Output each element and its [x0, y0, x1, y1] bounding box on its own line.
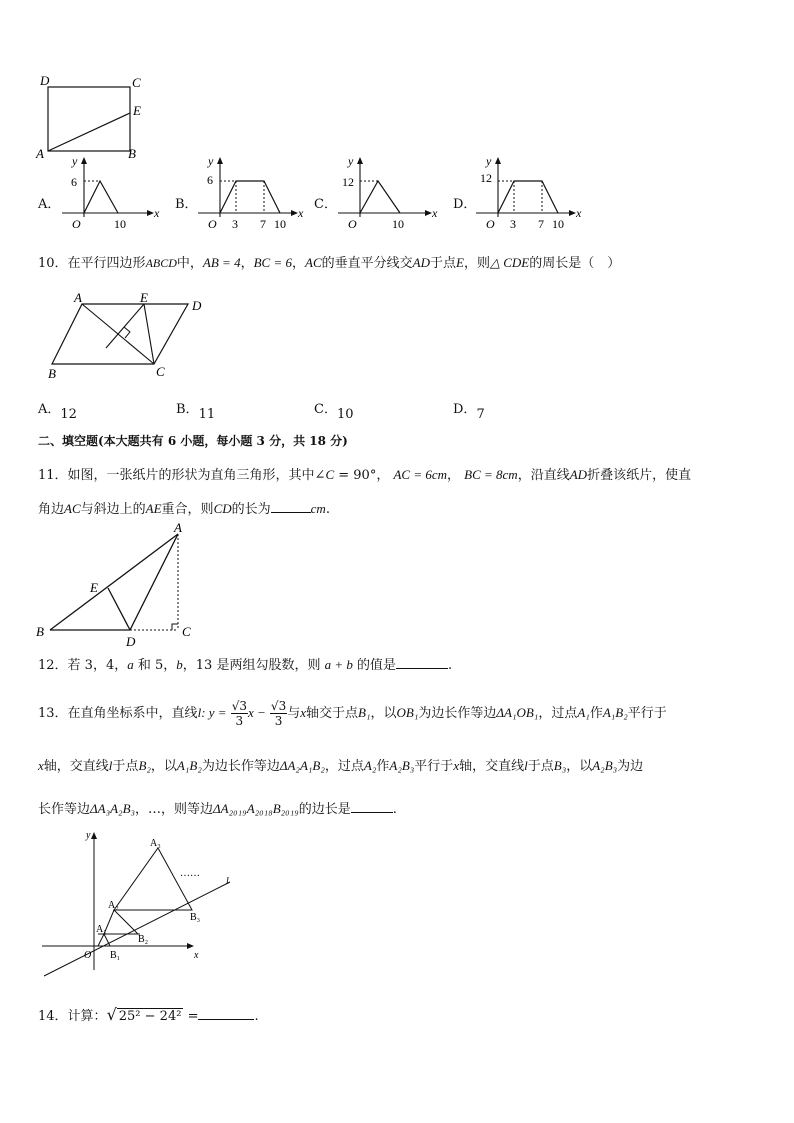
q10-parallelogram-figure — [46, 290, 216, 380]
q13-a2: A₂ — [363, 758, 377, 773]
q10-option-d[interactable] — [453, 398, 485, 422]
q11-ae: AE — [145, 501, 162, 516]
origin-label: O — [486, 217, 495, 231]
q13-line-3 — [38, 798, 397, 817]
q13-frac-1-num: √3 — [231, 699, 247, 713]
q13-line-2 — [38, 755, 643, 774]
q11-text-1a: 如图，一张纸片的形状为直角三角形，其中∠ — [67, 468, 326, 483]
q13-text-2i: 于点 — [527, 759, 554, 774]
q10-option-c-value: 10 — [336, 407, 354, 422]
q10-text-8: 的周长是（ ） — [529, 256, 621, 271]
q10-abcd: ABCD — [145, 256, 177, 270]
q10-text-2: 中， — [176, 256, 203, 271]
q13-b1: B₁ — [358, 705, 371, 720]
x-label: x — [154, 206, 160, 220]
q13-frac-2-den: 3 — [274, 714, 283, 728]
x-label: x — [576, 206, 582, 220]
q12-answer-blank[interactable] — [396, 656, 448, 669]
q13-text-1d: ，以 — [370, 706, 397, 721]
q9-option-c-label[interactable]: C． — [314, 197, 337, 212]
q13-a1b2: A₁B₂ — [602, 705, 628, 720]
q12-text-1: 若 3，4， — [67, 658, 128, 673]
x-tick-end: 10 — [552, 217, 564, 231]
q10-option-d-value: 7 — [476, 407, 485, 422]
q13-text-1a: 在直角坐标系中，直线 — [67, 706, 198, 721]
x-arrow-icon — [569, 210, 576, 216]
label-e: E — [90, 580, 98, 595]
q13-text-1c: 轴交于点 — [306, 706, 359, 721]
q13-text-3a: 长作等边 — [38, 802, 91, 817]
q10-question — [38, 252, 620, 271]
graph-line — [498, 181, 558, 213]
line-l — [44, 882, 230, 976]
q14-end: . — [254, 1009, 259, 1024]
q10-text-7: ，则 — [463, 256, 490, 271]
q13-equilateral-figure — [40, 830, 240, 980]
q10-option-c[interactable] — [314, 398, 354, 422]
q11-answer-blank[interactable] — [271, 500, 311, 513]
y-arrow-icon — [91, 832, 97, 839]
q10-text-1: 在平行四边形 — [67, 256, 146, 271]
side-ab — [50, 534, 178, 630]
x-label: x — [298, 206, 304, 220]
q14-question — [38, 1005, 259, 1024]
y-tick: 12 — [480, 171, 492, 185]
q13-frac-2 — [270, 699, 287, 728]
y-arrow-icon — [81, 157, 87, 164]
q13-text-2j: ，以 — [566, 759, 593, 774]
q9-option-c-graph — [338, 155, 448, 235]
q14-eq: = — [183, 1009, 199, 1024]
q14-sqrt-icon: √ — [106, 1005, 117, 1024]
x-tick-end: 10 — [392, 217, 404, 231]
y-tick: 12 — [342, 175, 354, 189]
q14-expr: 25² − 24² — [118, 1009, 182, 1024]
q14-number: 14． — [38, 1009, 68, 1024]
x-arrow-icon — [425, 210, 432, 216]
q13-x: x — [300, 705, 306, 720]
q11-text-1d: 折叠该纸片，使直 — [587, 468, 692, 483]
q13-text-1f: ，过点 — [538, 706, 578, 721]
q12-end: . — [448, 658, 453, 673]
fold-ad — [130, 534, 178, 630]
x-tick-b: 7 — [260, 217, 266, 231]
q10-option-d-label: D． — [453, 402, 477, 417]
q13-tri1: ΔA₁OB₁ — [496, 705, 539, 720]
label-b: B — [48, 366, 56, 381]
q10-option-a[interactable] — [38, 398, 77, 422]
label-a: A — [174, 520, 182, 535]
q10-e: E — [456, 255, 464, 270]
q10-option-c-label: C． — [314, 402, 337, 417]
q11-line-1 — [38, 464, 691, 483]
q13-text-2e: ，过点 — [324, 759, 364, 774]
q12-number: 12． — [38, 658, 68, 673]
q11-triangle-figure — [36, 522, 196, 652]
q10-number: 10． — [38, 256, 68, 271]
q13-ob1: OB₁ — [396, 705, 419, 720]
q11-unit: cm — [310, 501, 326, 516]
y-tick: 6 — [207, 173, 213, 187]
q13-text-2h: 轴，交直线 — [459, 759, 525, 774]
q13-text-1e: 为边长作等边 — [418, 706, 497, 721]
label-d: D — [40, 73, 50, 88]
q10-text-4: ， — [291, 256, 305, 271]
q11-end: . — [325, 502, 330, 517]
q13-text-1h: 平行于 — [627, 706, 667, 721]
label-x: x — [194, 950, 199, 961]
x-tick-b: 7 — [538, 217, 544, 231]
x-tick-a: 3 — [510, 217, 516, 231]
parallelogram-abcd — [52, 304, 188, 364]
q13-a1b2b: A₁B₂ — [176, 758, 202, 773]
q13-text-2d: 为边长作等边 — [201, 759, 280, 774]
q11-text-2d: 的长为 — [231, 502, 271, 517]
origin-label: O — [72, 217, 81, 231]
q11-angle-c: C — [325, 467, 335, 482]
q12-text-4: 的值是 — [352, 658, 397, 673]
q10-ab: AB = 4 — [202, 255, 241, 270]
q13-text-3c: 的边长是 — [298, 802, 351, 817]
origin-label: O — [348, 217, 357, 231]
y-label: y — [72, 154, 78, 168]
q11-ad: AD — [569, 467, 588, 482]
label-e: E — [140, 290, 148, 305]
q9-option-a-graph — [62, 155, 162, 235]
q10-option-b[interactable] — [176, 398, 216, 422]
q14-text-1: 计算： — [67, 1009, 107, 1024]
q13-l2-x2: x — [453, 758, 460, 773]
label-c: C — [132, 75, 141, 90]
q13-tri2: ΔA₂A₁B₂ — [279, 758, 325, 773]
dots: …… — [180, 868, 200, 879]
y-arrow-icon — [495, 157, 501, 164]
q13-tri3: ΔA₃A₂B₃ — [90, 801, 136, 816]
label-b3: B₃ — [190, 912, 201, 923]
label-l: l — [226, 876, 229, 887]
right-angle-mark — [172, 624, 178, 630]
q13-text-2a: 轴，交直线 — [43, 759, 109, 774]
x-label: x — [432, 206, 438, 220]
q11-text-1c: ，沿直线 — [517, 468, 570, 483]
q13-answer-blank[interactable] — [351, 800, 393, 813]
q12-a: a — [127, 657, 134, 672]
q13-a1: A₁ — [577, 705, 590, 720]
q12-question — [38, 654, 452, 673]
q13-text-1b: 与 — [287, 706, 301, 721]
q13-l: l — [197, 705, 202, 720]
q13-l2-x: x — [38, 758, 44, 773]
q13-text-1g: 作 — [589, 706, 603, 721]
q11-line-2 — [38, 498, 330, 517]
q13-a2b3: A₂B₃ — [389, 758, 415, 773]
label-b1: B₁ — [110, 950, 121, 961]
label-a3: A₃ — [150, 838, 161, 849]
q10-option-a-label: A． — [38, 402, 61, 417]
x-arrow-icon — [291, 210, 298, 216]
y-arrow-icon — [217, 157, 223, 164]
q12-b: b — [176, 657, 183, 672]
label-a: A — [36, 146, 44, 161]
segment-ec — [144, 304, 154, 364]
q9-option-b-label[interactable]: B． — [175, 197, 198, 212]
segment-ae — [48, 113, 130, 151]
q9-option-d-label[interactable]: D． — [453, 197, 477, 212]
q11-ac: AC = 6cm — [393, 467, 448, 482]
q13-frac-1 — [231, 699, 248, 728]
q10-option-b-label: B． — [176, 402, 199, 417]
triangle-1b — [104, 910, 138, 934]
y-arrow-icon — [357, 157, 363, 164]
q12-text-3: ，13 是两组勾股数，则 — [182, 658, 325, 673]
q13-b3: B₃ — [553, 758, 567, 773]
q10-bc: BC = 6 — [253, 255, 292, 270]
label-b: B — [128, 146, 136, 161]
label-d: D — [192, 298, 202, 313]
q9-rectangle-figure — [36, 72, 166, 162]
q13-text-3b: ，…，则等边 — [135, 802, 214, 817]
label-b: B — [36, 624, 44, 639]
q13-line-1 — [38, 699, 667, 728]
graph-line — [360, 181, 400, 213]
section-title: 二、填空题(本大题共有 6 小题，每小题 3 分，共 18 分) — [38, 434, 348, 448]
label-a: A — [74, 290, 82, 305]
q13-text-2b: 于点 — [112, 759, 139, 774]
q10-text-6: 于点 — [429, 256, 456, 271]
x-arrow-icon — [187, 943, 194, 949]
graph-line — [84, 181, 118, 213]
right-angle-mark — [124, 327, 130, 338]
q13-text-2k: 为边 — [617, 759, 644, 774]
q13-text-2g: 平行于 — [414, 759, 454, 774]
label-c: C — [182, 624, 191, 639]
q9-option-d-graph — [476, 155, 586, 235]
q13-text-2c: ，以 — [150, 759, 177, 774]
q11-number: 11． — [38, 468, 68, 483]
x-arrow-icon — [147, 210, 154, 216]
x-tick-a: 3 — [232, 217, 238, 231]
q10-option-a-value: 12 — [60, 407, 77, 422]
perpendicular-bisector — [106, 304, 144, 348]
y-tick: 6 — [71, 175, 77, 189]
q10-ad: AD — [412, 255, 430, 270]
x-tick-end: 10 — [114, 217, 126, 231]
label-e: E — [133, 103, 141, 118]
label-a1: A₁ — [96, 924, 107, 935]
q10-ac: AC — [305, 255, 322, 270]
q11-ac2: AC — [64, 501, 81, 516]
q11-text-2a: 角边 — [38, 502, 65, 517]
q13-a2b3b: A₂B₃ — [592, 758, 618, 773]
label-c: C — [156, 364, 165, 379]
label-d: D — [126, 634, 136, 649]
q13-number: 13． — [38, 706, 68, 721]
triangle-2 — [114, 848, 192, 910]
q11-sep: ， — [447, 468, 465, 483]
q13-frac-1-den: 3 — [235, 714, 244, 728]
q13-frac-2-num: √3 — [270, 699, 287, 713]
q10-text-3: ， — [240, 256, 254, 271]
q10-text-5: 的垂直平分线交 — [321, 256, 413, 271]
q11-bc: BC = 8cm — [464, 467, 518, 482]
y-label: y — [348, 154, 354, 168]
segment-ed — [108, 588, 130, 630]
q13-b2: B₂ — [138, 758, 151, 773]
q13-xminus: x − — [247, 705, 266, 720]
q11-cd: CD — [213, 501, 232, 516]
label-y: y — [86, 830, 91, 841]
origin-label: O — [208, 217, 217, 231]
triangle-1 — [98, 934, 110, 946]
q13-eq: : y = — [201, 705, 227, 720]
q13-text-2f: 作 — [376, 759, 390, 774]
q9-option-a-label[interactable]: A． — [38, 197, 61, 212]
q9-option-b-graph — [198, 155, 308, 235]
q13-l2-l: l — [108, 758, 113, 773]
q10-triangle: △ CDE — [489, 255, 530, 270]
q11-text-1b: = 90°， — [334, 468, 394, 483]
q13-l2-l2: l — [524, 758, 528, 773]
q13-tri4: ΔA₂₀₁₉A₂₀₁₈B₂₀₁₉ — [213, 801, 299, 816]
q14-answer-blank[interactable] — [198, 1007, 254, 1020]
label-o: O — [84, 950, 92, 961]
label-b2: B₂ — [138, 934, 149, 945]
x-tick-end: 10 — [274, 217, 286, 231]
q12-expr: a + b — [324, 657, 353, 672]
graph-line — [220, 181, 280, 213]
q11-text-2b: 与斜边上的 — [80, 502, 146, 517]
label-a2: A₂ — [108, 900, 119, 911]
y-label: y — [486, 154, 492, 168]
q11-text-2c: 重合，则 — [161, 502, 214, 517]
y-label: y — [208, 154, 214, 168]
q13-end: . — [392, 802, 397, 817]
q12-text-2: 和 5， — [133, 658, 177, 673]
q10-option-b-value: 11 — [198, 407, 216, 422]
